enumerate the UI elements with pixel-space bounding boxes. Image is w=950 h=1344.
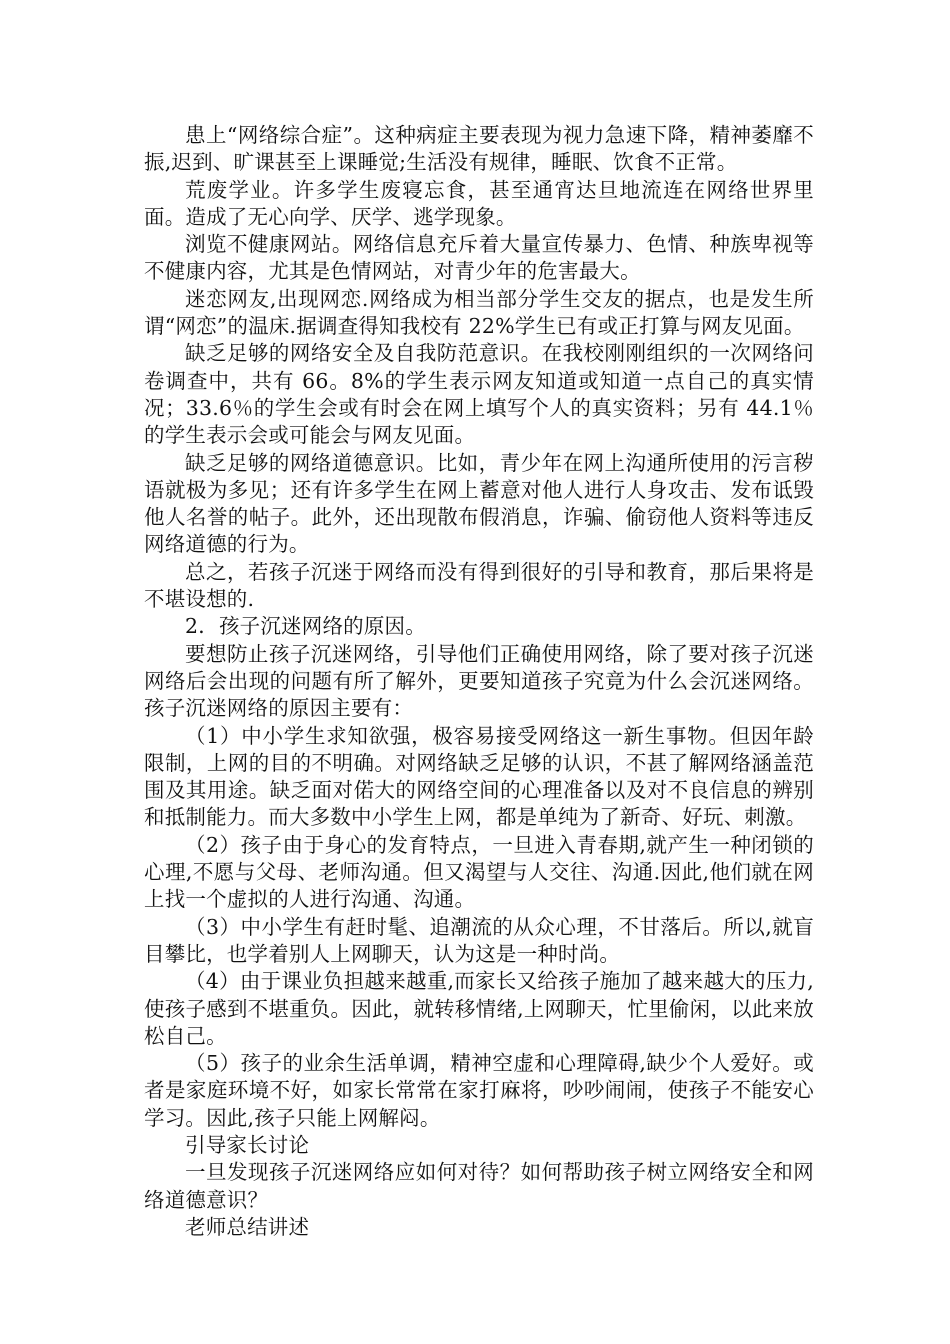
paragraph-discussion-questions: 一旦发现孩子沉迷网络应如何对待？如何帮助孩子树立网络安全和网络道德意识？ <box>144 1160 814 1212</box>
paragraph-summary: 总之，若孩子沉迷于网络而没有得到很好的引导和教育，那后果将是不堪设想的. <box>144 559 814 612</box>
paragraph-parent-discussion: 引导家长讨论 <box>185 1132 310 1157</box>
paragraph-ethics-awareness: 缺乏足够的网络道德意识。比如，青少年在网上沟通所使用的污言秽语就极为多见；还有许多学生在网上蓄意对他人进行人身攻击、发布诋毁他人名誉的帖子。此外，还出现散布假消息，诈骗、偷窃他人资料等违反网络道德的行为。 <box>144 450 814 557</box>
list-item-cause-2: （2）孩子由于身心的发育特点，一旦进入青春期,就产生一种闭锁的心理,不愿与父母、老师沟通。但又渴望与人交往、沟通.因此,他们就在网上找一个虚拟的人进行沟通、沟通。 <box>144 832 814 912</box>
list-item-cause-3: （3）中小学生有赶时髦、追潮流的从众心理，不甘落后。所以,就盲目攀比，也学着别人上网聊天，认为这是一种时尚。 <box>144 914 814 966</box>
section-heading-causes: 2．孩子沉迷网络的原因。 <box>185 614 426 639</box>
paragraph-unhealthy-sites: 浏览不健康网站。网络信息充斥着大量宣传暴力、色情、种族卑视等不健康内容，尤其是色情网站，对青少年的危害最大。 <box>144 232 814 284</box>
list-item-cause-4: （4）由于课业负担越来越重,而家长又给孩子施加了越来越大的压力,使孩子感到不堪重负。因此，就转移情绪,上网聊天，忙里偷闲，以此来放松自己。 <box>144 969 814 1048</box>
paragraph-internet-syndrome: 患上“网络综合症”。这种病症主要表现为视力急速下降，精神萎靡不振,迟到、旷课甚至上课睡觉;生活没有规律，睡眠、饮食不正常。 <box>144 123 814 175</box>
paragraph-teacher-summary: 老师总结讲述 <box>185 1214 310 1239</box>
paragraph-neglect-studies: 荒废学业。许多学生废寝忘食，甚至通宵达旦地流连在网络世界里面。造成了无心向学、厌学、逃学现象。 <box>144 177 814 229</box>
paragraph-security-awareness: 缺乏足够的网络安全及自我防范意识。在我校刚刚组织的一次网络问卷调查中，共有 66。8%的学生表示网友知道或知道一点自己的真实情况；33.6％的学生会或有时会在网上填写个人的真实资料；另有 44.1％的学生表示会或可能会与网友见面。 <box>144 341 814 448</box>
list-item-cause-1: （1）中小学生求知欲强，极容易接受网络这一新生事物。但因年龄限制，上网的目的不明确。对网络缺乏足够的认识，不甚了解网络涵盖范围及其用途。缺乏面对偌大的网络空间的心理准备以及对不良信息的辨别和抵制能力。而大多数中小学生上网，都是单纯为了新奇、好玩、刺激。 <box>144 723 814 830</box>
list-item-cause-5: （5）孩子的业余生活单调，精神空虚和心理障碍,缺少个人爱好。或者是家庭环境不好，如家长常常在家打麻将，吵吵闹闹，使孩子不能安心学习。因此,孩子只能上网解闷。 <box>144 1051 814 1130</box>
paragraph-online-friends: 迷恋网友,出现网恋.网络成为相当部分学生交友的据点，也是发生所谓“网恋”的温床.据调查得知我校有 22%学生已有或正打算与网友见面。 <box>144 286 814 339</box>
document-body <box>144 122 814 1241</box>
paragraph-causes-intro: 要想防止孩子沉迷网络，引导他们正确使用网络，除了要对孩子沉迷网络后会出现的问题有所了解外，更要知道孩子究竟为什么会沉迷网络。孩子沉迷网络的原因主要有： <box>144 641 814 721</box>
